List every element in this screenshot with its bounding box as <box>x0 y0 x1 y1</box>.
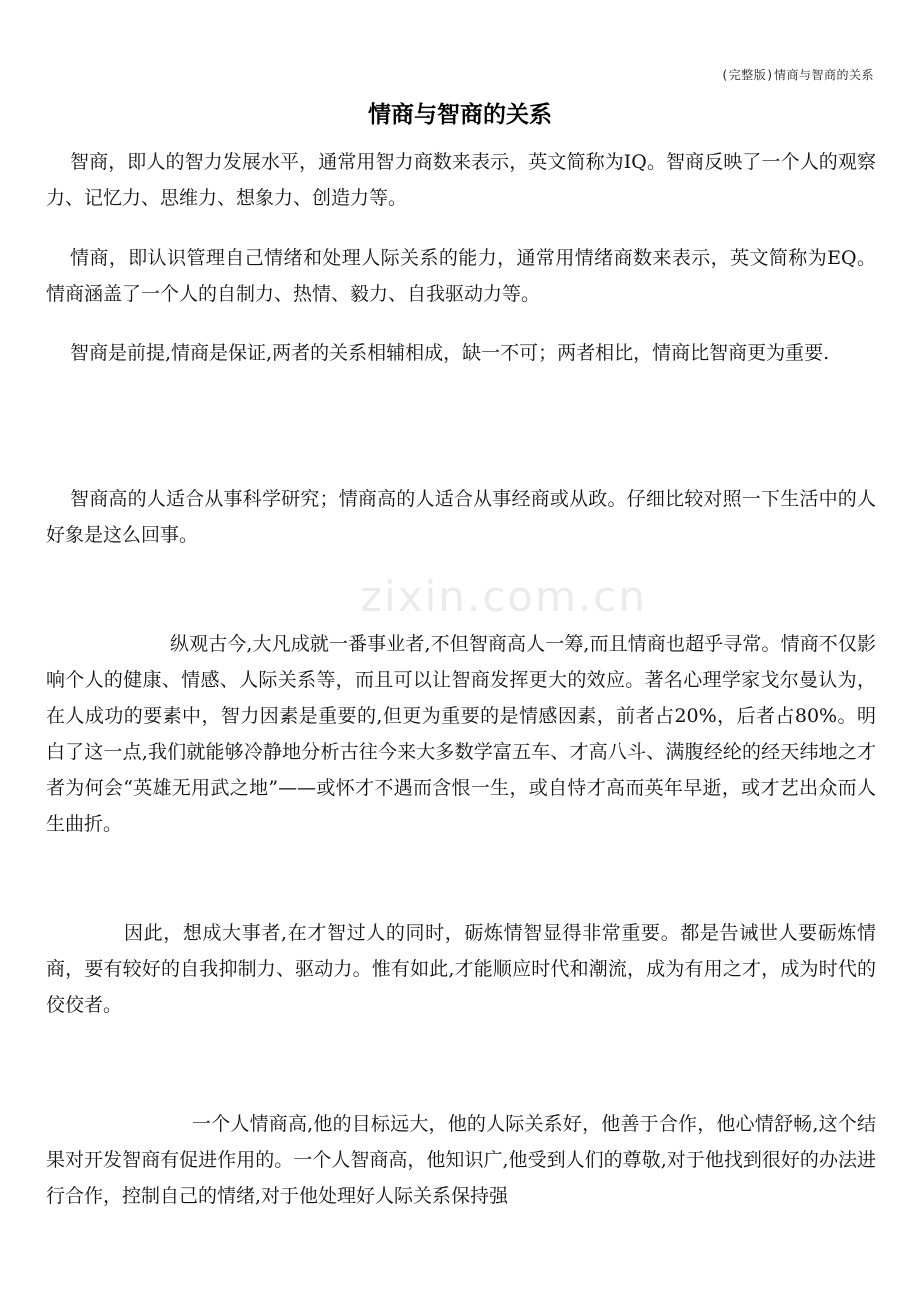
paragraph-conclusion: 因此，想成大事者,在才智过人的同时，砺炼情智显得非常重要。都是告诫世人要砺炼情商，要有较好的自我抑制力、驱动力。惟有如此,才能顺应时代和潮流，成为有用之才，成为时代的佼佼者。 <box>46 922 876 1016</box>
paragraph-suitability: 智商高的人适合从事科学研究；情商高的人适合从事经商或从政。仔细比较对照一下生活中的人好象是这么回事。 <box>46 488 876 546</box>
paragraph-relationship: 智商是前提,情商是保证,两者的关系相辅相成，缺一不可；两者相比，情商比智商更为重要. <box>70 342 830 364</box>
paragraph-interaction: 一个人情商高,他的目标远大，他的人际关系好，他善于合作，他心情舒畅,这个结果对开发智商有促进作用的。一个人智商高，他知识广,他受到人们的尊敬,对于他找到很好的办法进行合作，控制自己的情绪,对于他处理好人际关系保持强 <box>46 1113 876 1207</box>
paragraph-iq-definition: 智商，即人的智力发展水平，通常用智力商数来表示，英文简称为IQ。智商反映了一个人的观察力、记忆力、思维力、想象力、创造力等。 <box>46 151 876 209</box>
running-header: (完整版)情商与智商的关系 <box>721 68 874 82</box>
paragraph-history: 纵观古今,大凡成就一番事业者,不但智商高人一筹,而且情商也超乎寻常。情商不仅影响个人的健康、情感、人际关系等，而且可以让智商发挥更大的效应。著名心理学家戈尔曼认为，在人成功的要素中，智力因素是重要的,但更为重要的是情感因素，前者占20%，后者占80%。明白了这一点,我们就能够冷静地分析古往今来大多数学富五车、才高八斗、满腹经纶的经天纬地之才者为何会“英雄无用武之地”——或怀才不遇而含恨一生，或自恃才高而英年早逝，或才艺出众而人生曲折。 <box>46 633 876 835</box>
document-title: 情商与智商的关系 <box>368 102 552 128</box>
watermark: zixin.com.cn <box>360 572 647 621</box>
paragraph-eq-definition: 情商，即认识管理自己情绪和处理人际关系的能力，通常用情绪商数来表示，英文简称为EQ。情商涵盖了一个人的自制力、热情、毅力、自我驱动力等。 <box>46 247 876 305</box>
